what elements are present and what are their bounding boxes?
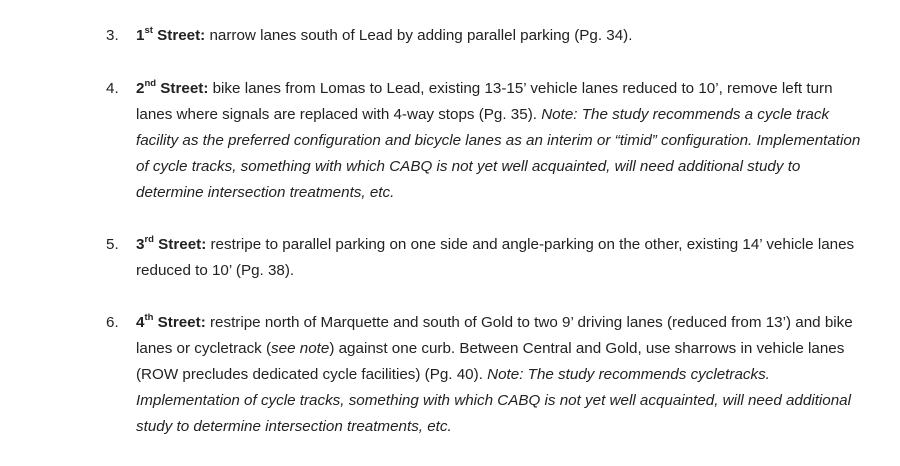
list-item — [106, 232, 866, 284]
list-number: 3. — [106, 27, 119, 44]
street-label: Street: — [153, 314, 206, 331]
list-item-body — [136, 232, 866, 284]
street-ordinal: 4 — [136, 314, 145, 331]
street-label: Street: — [156, 80, 209, 97]
list-item-body — [136, 76, 866, 206]
street-name — [136, 24, 206, 44]
item-text: restripe north of Marquette and south of Gold to two 9’ driving lanes (reduced from 13’) and bike lanes or cycletrack ( — [136, 314, 853, 357]
street-ordinal: 2 — [136, 80, 145, 97]
item-text: ) against one curb. Between Central and Gold, use sharrows in vehicle lanes (ROW precludes dedicated cycle facilities) (Pg. 40). — [136, 340, 845, 383]
item-text: restripe to parallel parking on one side and angle-parking on the other, existing 14’ vehicle lanes reduced to 10’ (Pg. 38). — [136, 236, 855, 279]
street-name — [136, 77, 209, 97]
list-item — [106, 76, 866, 206]
item-note: Note: The study recommends a cycle track facility as the preferred configuration and bicycle lanes as an interim or “timid” configuration. Implementation of cycle tracks, something with which CABQ is not yet well acquainted, will need additional study to determine intersection treatments, etc. — [136, 106, 861, 201]
street-name — [136, 233, 207, 253]
list-item — [106, 310, 866, 440]
ordinal-suffix: rd — [144, 233, 154, 245]
street-ordinal: 1 — [136, 27, 145, 44]
item-note: Note: The study recommends cycletracks. Implementation of cycle tracks, something with which CABQ is not yet well acquainted, will need additional study to determine intersection treatments, etc. — [136, 366, 852, 435]
street-ordinal: 3 — [136, 236, 145, 253]
street-name — [136, 311, 206, 331]
item-text: narrow lanes south of Lead by adding parallel parking (Pg. 34). — [205, 27, 633, 44]
ordinal-suffix: th — [144, 311, 154, 323]
list-number: 6. — [106, 314, 119, 331]
item-text: bike lanes from Lomas to Lead, existing 13-15’ vehicle lanes reduced to 10’, remove left turn lanes where signals are replaced with 4-way stops (Pg. 35). — [136, 80, 833, 123]
list-item — [106, 23, 866, 49]
list-item-body — [136, 23, 866, 49]
street-label: Street: — [152, 27, 206, 44]
see-note-text: see note — [271, 340, 330, 357]
list-number: 5. — [106, 236, 119, 253]
ordinal-suffix: nd — [144, 77, 157, 89]
street-label: Street: — [153, 236, 207, 253]
list-number: 4. — [106, 80, 119, 97]
ordinal-suffix: st — [144, 24, 153, 36]
list-item-body — [136, 310, 866, 440]
